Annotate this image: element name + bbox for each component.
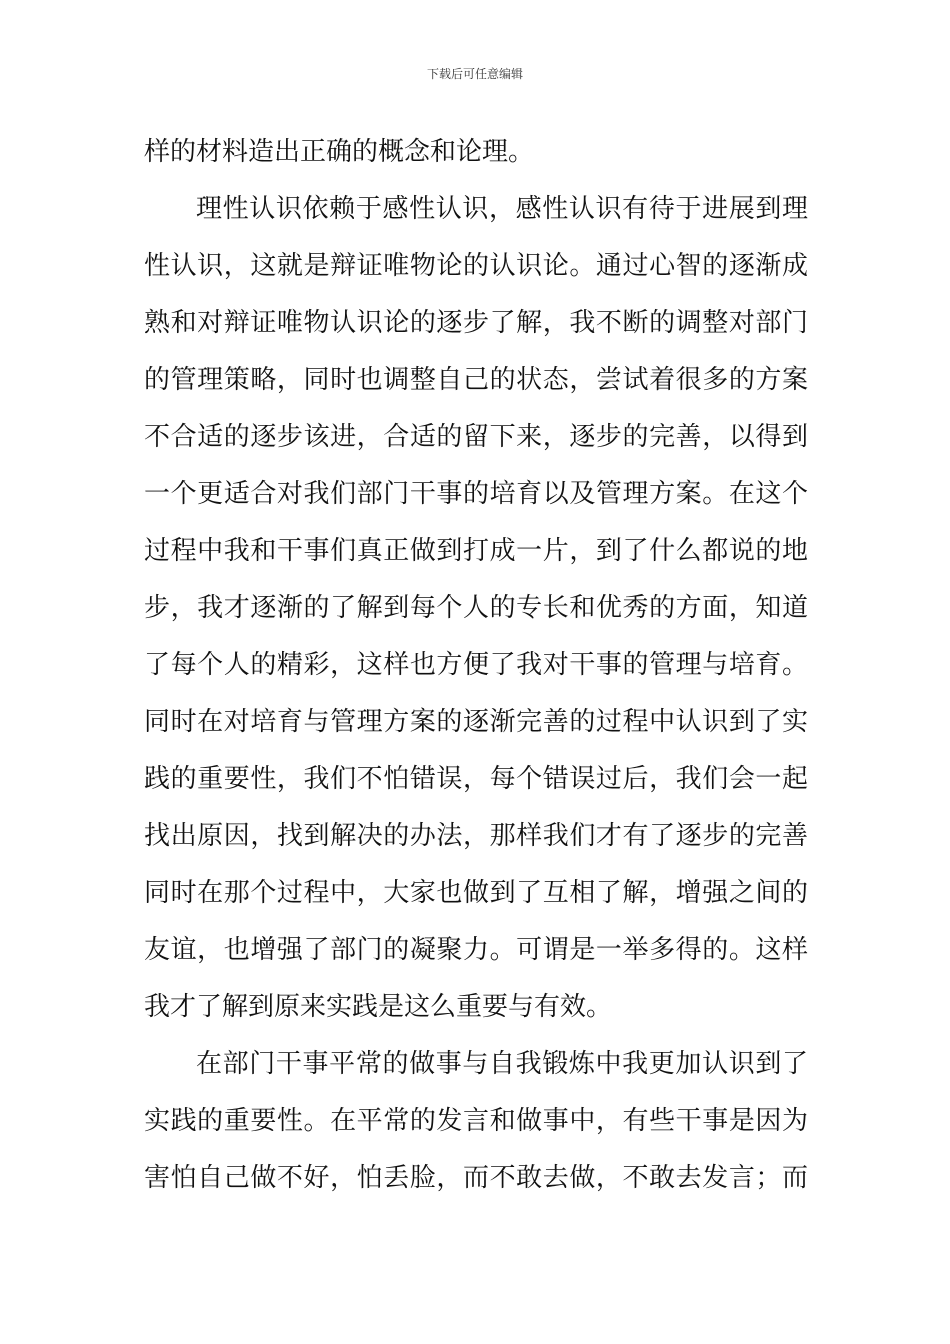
text-line: 我才了解到原来实践是这么重要与有效。 <box>144 992 613 1022</box>
text-line: 步，我才逐渐的了解到每个人的专长和优秀的方面，知道 <box>144 593 808 623</box>
text-line: 不合适的逐步该进，合适的留下来，逐步的完善，以得到 <box>144 422 808 452</box>
text-line: 样的材料造出正确的概念和论理。 <box>144 137 535 167</box>
text-line: 践的重要性，我们不怕错误，每个错误过后，我们会一起 <box>144 764 808 794</box>
text-line: 熟和对辩证唯物认识论的逐步了解，我不断的调整对部门 <box>144 308 808 338</box>
text-line: 同时在对培育与管理方案的逐渐完善的过程中认识到了实 <box>144 707 808 737</box>
text-line: 害怕自己做不好，怕丢脸，而不敢去做，不敢去发言；而 <box>144 1163 808 1193</box>
text-line: 性认识，这就是辩证唯物论的认识论。通过心智的逐渐成 <box>144 251 808 281</box>
text-line: 理性认识依赖于感性认识，感性认识有待于进展到理 <box>196 194 808 224</box>
text-line: 同时在那个过程中，大家也做到了互相了解，增强之间的 <box>144 878 808 908</box>
text-line: 过程中我和干事们真正做到打成一片，到了什么都说的地 <box>144 536 808 566</box>
text-line: 一个更适合对我们部门干事的培育以及管理方案。在这个 <box>144 479 808 509</box>
text-line: 在部门干事平常的做事与自我锻炼中我更加认识到了 <box>196 1049 808 1079</box>
text-line: 的管理策略，同时也调整自己的状态，尝试着很多的方案 <box>144 365 808 395</box>
text-line: 了每个人的精彩，这样也方便了我对干事的管理与培育。 <box>144 650 808 680</box>
page-header: 下载后可任意编辑 <box>426 67 523 81</box>
text-line: 找出原因，找到解决的办法，那样我们才有了逐步的完善 <box>144 821 808 851</box>
document-body <box>144 124 808 1207</box>
text-line: 实践的重要性。在平常的发言和做事中，有些干事是因为 <box>144 1106 808 1136</box>
text-line: 友谊，也增强了部门的凝聚力。可谓是一举多得的。这样 <box>144 935 808 965</box>
